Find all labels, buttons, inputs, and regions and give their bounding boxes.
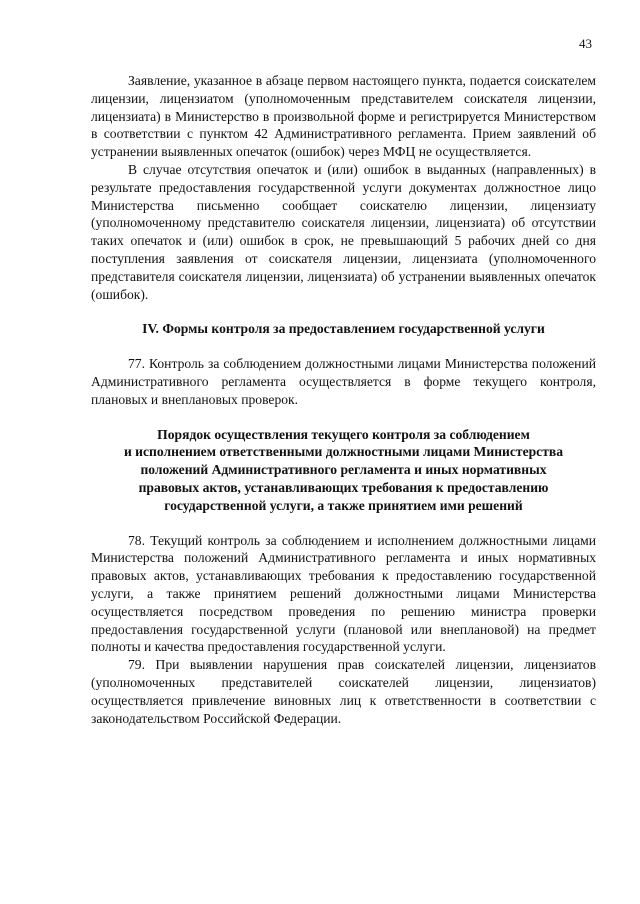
paragraph-78: 78. Текущий контроль за соблюдением и исполнением должностными лицами Министерства положений Административного регламента и иных нормативных правовых актов, устанавливающих требования к предоставлению государственной услуги, а также принятием решений должностными лицами Министерства осуществляется посредством проведения по решению министра проверки предоставления государственной услуги (плановой или внеплановой) на предмет полноты и качества предоставления государственной услуги.	[91, 532, 596, 655]
sub-heading	[91, 426, 596, 515]
sub-heading-line: и исполнением ответственными должностными лицами Министерства	[123, 444, 564, 460]
paragraph-statement-submission: Заявление, указанное в абзаце первом настоящего пункта, подается соискателем лицензии, лицензиатом (уполномоченным представителем соискателя лицензии, лицензиата) в Министерство в произвольной форме и регистрируется Министерством в соответствии с пунктом 42 Административного регламента. Прием заявлений об устранении выявленных опечаток (ошибок) через МФЦ не осуществляется.	[91, 73, 596, 160]
paragraph-77: 77. Контроль за соблюдением должностными лицами Министерства положений Административного регламента осуществляется в форме текущего контроля, плановых и внеплановых проверок.	[91, 356, 596, 407]
sub-heading-line: положений Административного регламента и иных нормативных	[140, 462, 547, 478]
sub-heading-line: Порядок осуществления текущего контроля за соблюдением	[157, 426, 530, 442]
page-number: 43	[579, 36, 592, 51]
document-body	[91, 72, 596, 727]
sub-heading-line: правовых актов, устанавливающих требования к предоставлению	[138, 479, 549, 495]
section-heading: IV. Формы контроля за предоставлением государственной услуги	[142, 321, 545, 337]
paragraph-79: 79. При выявлении нарушения прав соискателей лицензии, лицензиатов (уполномоченных представителей соискателей лицензии, лицензиатов) осуществляется привлечение виновных лиц к ответственности в соответствии с законодательством Российской Федерации.	[91, 657, 596, 726]
paragraph-no-typos-case: В случае отсутствия опечаток и (или) ошибок в выданных (направленных) в результате предоставления государственной услуги документах должностное лицо Министерства письменно сообщает соискателю лицензии, лицензиату (уполномоченному представителю соискателя лицензии, лицензиата) об отсутствии таких опечаток и (или) ошибок в срок, не превышающий 5 рабочих дней со дня поступления заявления от соискателя лицензии, лицензиата (уполномоченного представителя соискателя лицензии, лицензиата) об устранении выявленных опечаток (ошибок).	[91, 161, 596, 302]
sub-heading-line: государственной услуги, а также принятием ими решений	[164, 497, 523, 513]
